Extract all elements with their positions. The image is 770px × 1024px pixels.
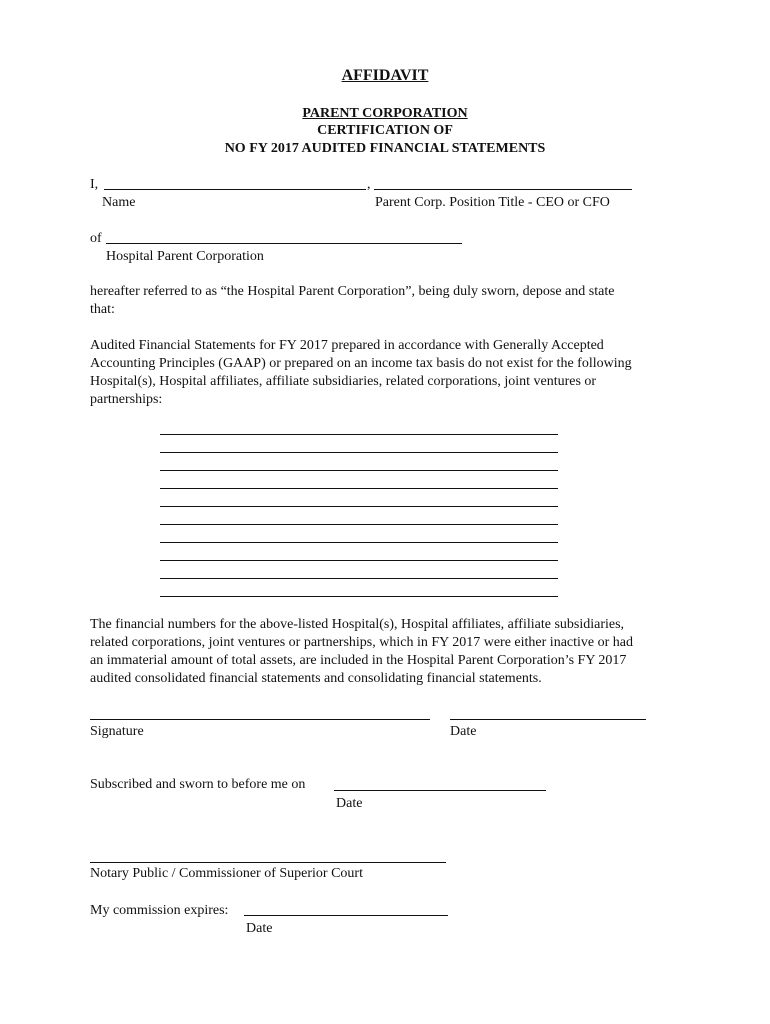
consolidation-line: audited consolidated financial statements and consolidating financial statements. bbox=[90, 671, 542, 686]
entity-entry-line[interactable] bbox=[160, 578, 558, 579]
statement-line: Hospital(s), Hospital affiliates, affiliate subsidiaries, related corporations, joint ventures or bbox=[90, 374, 597, 389]
entity-entry-line[interactable] bbox=[160, 542, 558, 543]
position-label: Parent Corp. Position Title - CEO or CFO bbox=[375, 195, 610, 210]
notary-signature-line[interactable] bbox=[90, 862, 446, 863]
entity-entry-line[interactable] bbox=[160, 506, 558, 507]
entity-entry-line[interactable] bbox=[160, 524, 558, 525]
name-input-line[interactable] bbox=[104, 189, 366, 190]
commission-date-line[interactable] bbox=[244, 915, 448, 916]
entity-entry-line[interactable] bbox=[160, 434, 558, 435]
commission-date-label: Date bbox=[246, 921, 273, 936]
subtitle-no-fy-statements: NO FY 2017 AUDITED FINANCIAL STATEMENTS bbox=[224, 141, 546, 156]
intro-paragraph bbox=[90, 283, 690, 319]
intro-line: that: bbox=[90, 302, 115, 317]
subtitle-certification: CERTIFICATION OF bbox=[317, 123, 453, 138]
declarant-prefix: I, bbox=[90, 177, 99, 192]
sworn-date-label: Date bbox=[336, 796, 363, 811]
name-label: Name bbox=[102, 195, 136, 210]
consolidation-line: an immaterial amount of total assets, are included in the Hospital Parent Corporation’s FY 2017 bbox=[90, 653, 627, 668]
entity-entry-line[interactable] bbox=[160, 452, 558, 453]
entity-entry-line[interactable] bbox=[160, 560, 558, 561]
entity-entry-line[interactable] bbox=[160, 470, 558, 471]
commission-text: My commission expires: bbox=[90, 903, 229, 918]
notary-label: Notary Public / Commissioner of Superior Court bbox=[90, 866, 363, 881]
of-prefix: of bbox=[90, 231, 102, 246]
declarant-comma: , bbox=[367, 177, 371, 192]
statement-paragraph bbox=[90, 337, 690, 409]
signature-label: Signature bbox=[90, 724, 144, 739]
corporation-label: Hospital Parent Corporation bbox=[106, 249, 264, 264]
subtitle-parent-corporation: PARENT CORPORATION bbox=[302, 106, 468, 121]
consolidation-line: related corporations, joint ventures or partnerships, which in FY 2017 were either inactive or had bbox=[90, 635, 633, 650]
signature-line[interactable] bbox=[90, 719, 430, 720]
corporation-input-line[interactable] bbox=[106, 243, 462, 244]
statement-line: partnerships: bbox=[90, 392, 163, 407]
entity-entry-line[interactable] bbox=[160, 596, 558, 597]
statement-line: Accounting Principles (GAAP) or prepared on an income tax basis do not exist for the following bbox=[90, 356, 632, 371]
position-input-line[interactable] bbox=[374, 189, 632, 190]
entity-entry-line[interactable] bbox=[160, 488, 558, 489]
consolidation-paragraph bbox=[90, 616, 690, 688]
document-title: AFFIDAVIT bbox=[341, 67, 429, 84]
consolidation-line: The financial numbers for the above-listed Hospital(s), Hospital affiliates, affiliate subsidiaries, bbox=[90, 617, 625, 632]
intro-line: hereafter referred to as “the Hospital Parent Corporation”, being duly sworn, depose and state bbox=[90, 284, 615, 299]
sworn-date-line[interactable] bbox=[334, 790, 546, 791]
signature-date-line[interactable] bbox=[450, 719, 646, 720]
sworn-text: Subscribed and sworn to before me on bbox=[90, 777, 306, 792]
signature-date-label: Date bbox=[450, 724, 477, 739]
statement-line: Audited Financial Statements for FY 2017 prepared in accordance with Generally Accepted bbox=[90, 338, 604, 353]
